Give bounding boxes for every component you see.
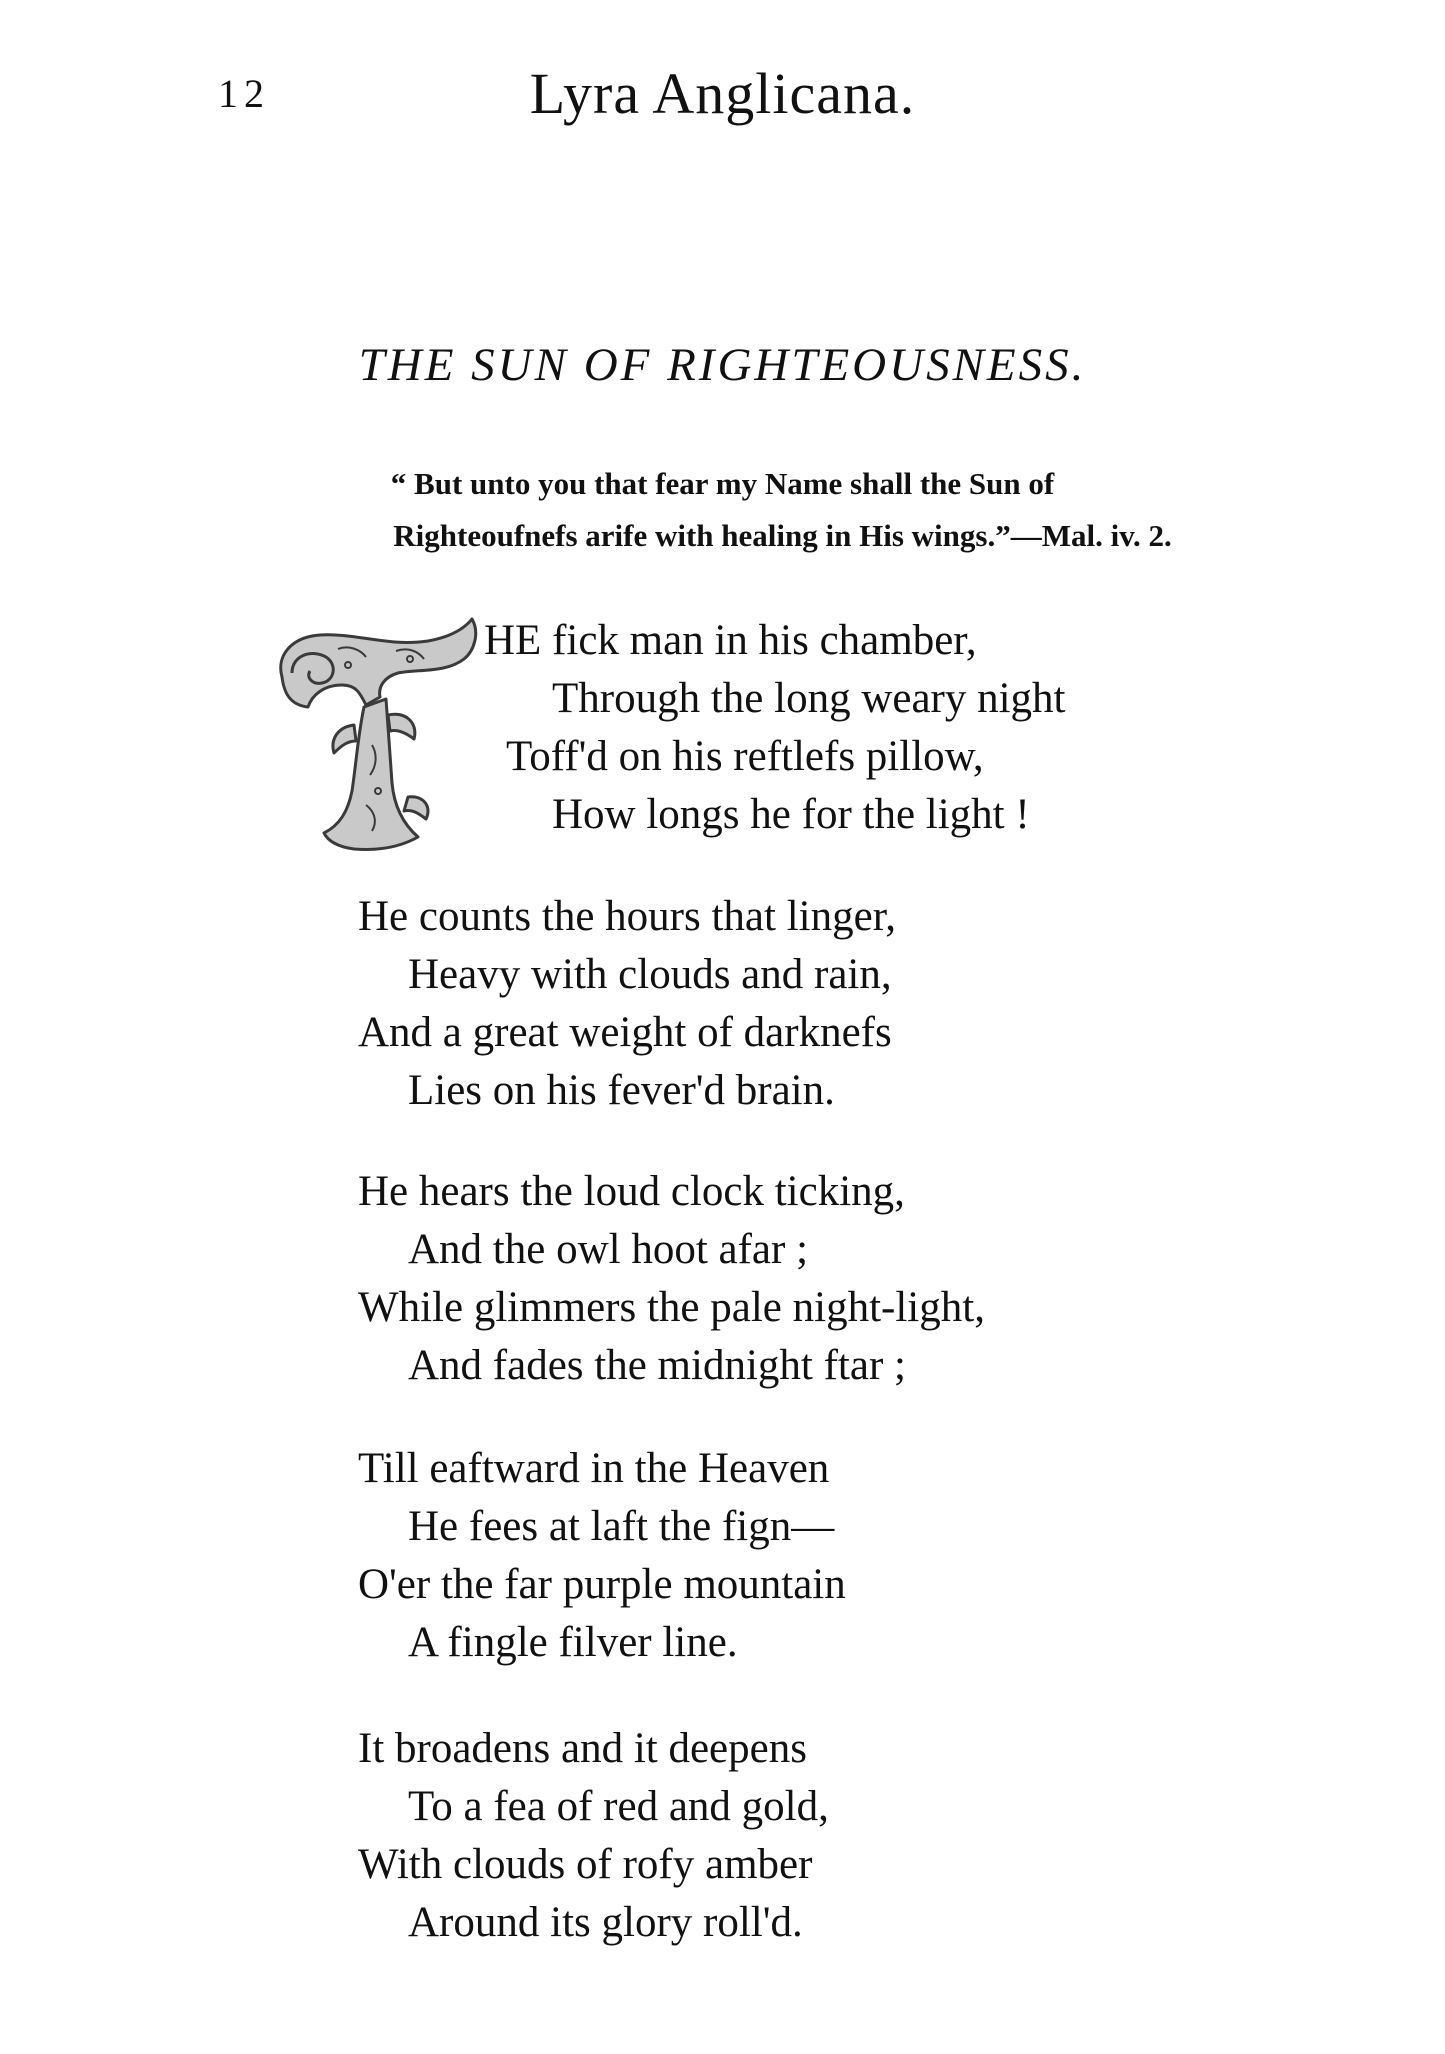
verse-line: Around its glory roll'd.	[408, 1899, 803, 1946]
verse-line: Lies on his fever'd brain.	[408, 1067, 835, 1114]
verse-line: Through the long weary night	[552, 675, 1066, 722]
drop-cap-ornament	[268, 615, 498, 865]
verse-line: And the owl hoot afar ;	[408, 1226, 809, 1273]
verse-line: A fingle filver line.	[408, 1619, 738, 1666]
verse-line: With clouds of rofy amber	[358, 1841, 813, 1888]
epigraph-line-2: Righteoufnefs arife with healing in His wings.”—Mal. iv. 2.	[393, 518, 1172, 553]
page-number: 12	[218, 71, 270, 116]
verse-line: HE fick man in his chamber,	[484, 617, 977, 664]
poem-title: THE SUN OF RIGHTEOUSNESS.	[358, 339, 1087, 391]
verse-line: He counts the hours that linger,	[358, 893, 897, 940]
verse-line: Toff'd on his reftlefs pillow,	[506, 733, 984, 780]
verse-line: O'er the far purple mountain	[358, 1561, 846, 1608]
verse-line: It broadens and it deepens	[358, 1725, 807, 1772]
running-title: Lyra Anglicana.	[529, 61, 916, 126]
verse-line: How longs he for the light !	[552, 791, 1030, 838]
verse-line: Till eaftward in the Heaven	[358, 1445, 830, 1492]
verse-line: Heavy with clouds and rain,	[408, 951, 892, 998]
verse-line: He fees at laft the fign—	[408, 1503, 835, 1550]
verse-line: While glimmers the pale night-light,	[358, 1284, 985, 1331]
verse-line: To a fea of red and gold,	[408, 1783, 829, 1830]
epigraph	[0, 458, 1445, 562]
verse-line: And a great weight of darknefs	[358, 1009, 892, 1056]
verse-line: He hears the loud clock ticking,	[358, 1168, 905, 1215]
epigraph-line-1: “ But unto you that fear my Name shall the Sun of	[390, 466, 1055, 501]
verse-line: And fades the midnight ftar ;	[408, 1342, 906, 1389]
